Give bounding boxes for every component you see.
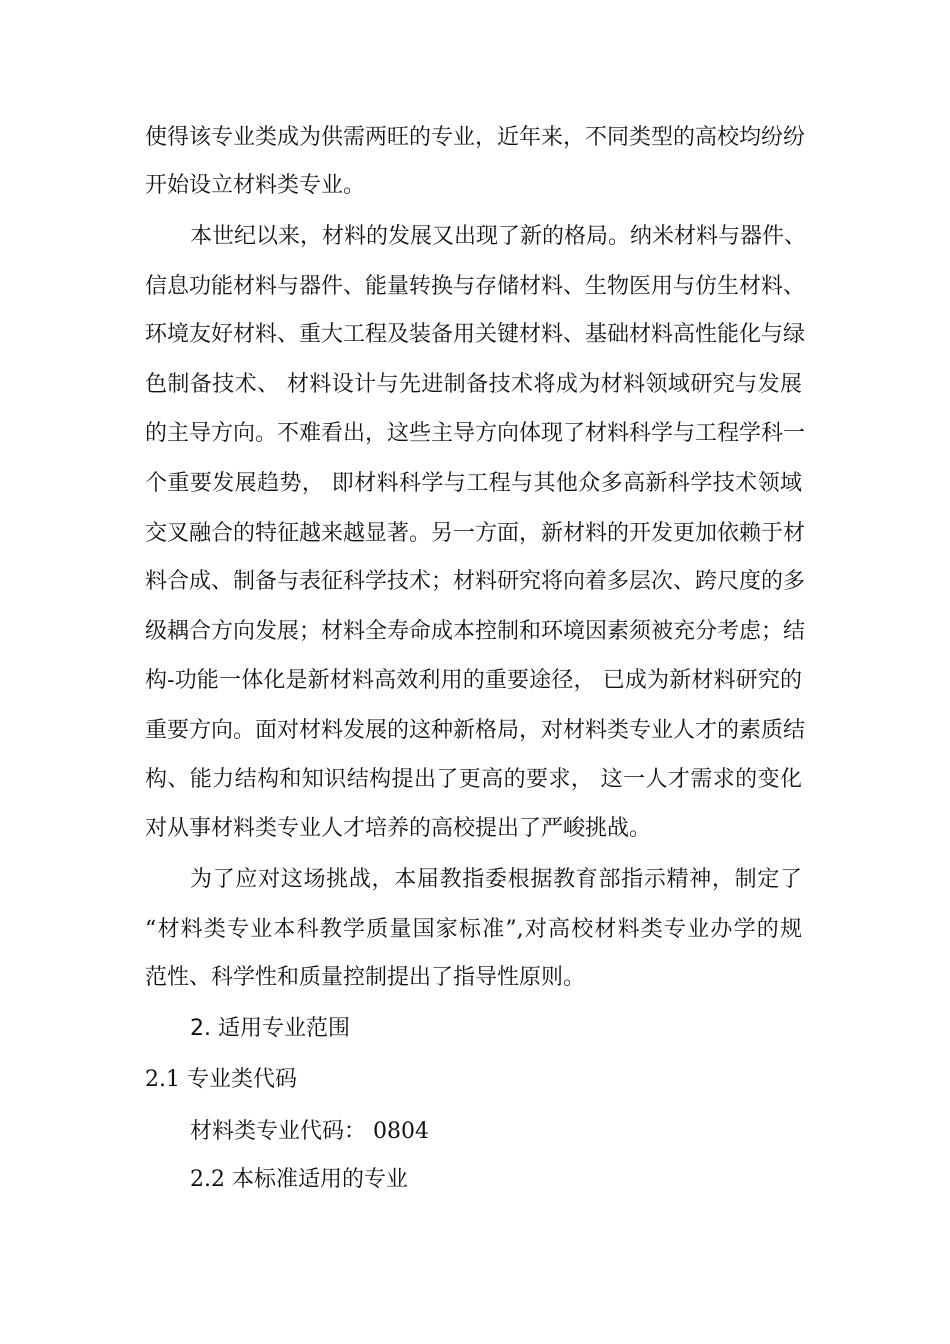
paragraph-line: 使得该专业类成为供需两旺的专业，近年来，不同类型的高校均纷纷 bbox=[145, 125, 806, 150]
paragraph-line: 环境友好材料、重大工程及装备用关键材料、基础材料高性能化与绿 bbox=[145, 322, 806, 347]
section-heading: 2. 适用专业范围 bbox=[190, 1016, 350, 1041]
paragraph-line: 级耦合方向发展；材料全寿命成本控制和环境因素须被充分考虑；结 bbox=[145, 619, 806, 644]
paragraph-line: 构、能力结构和知识结构提出了更高的要求， 这一人才需求的变化 bbox=[145, 767, 802, 792]
subsection-title: 2.2 本标准适用的专业 bbox=[190, 1167, 408, 1192]
paragraph-line: 范性、科学性和质量控制提出了指导性原则。 bbox=[145, 965, 586, 990]
major-code-line: 材料类专业代码： 0804 bbox=[190, 1119, 429, 1144]
paragraph-line: 个重要发展趋势， 即材料科学与工程与其他众多高新科学技术领域 bbox=[145, 471, 802, 496]
paragraph-line: “材料类专业本科教学质量国家标准”,对高校材料类专业办学的规 bbox=[145, 917, 802, 942]
paragraph-line: 料合成、制备与表征科学技术；材料研究将向着多层次、跨尺度的多 bbox=[145, 569, 806, 594]
paragraph-line: 交叉融合的特征越来越显著。另一方面，新材料的开发更加依赖于材 bbox=[145, 521, 806, 546]
paragraph-line: 为了应对这场挑战，本届教指委根据教育部指示精神，制定了 bbox=[190, 867, 802, 892]
paragraph-line: 本世纪以来，材料的发展又出现了新的格局。纳米材料与器件、 bbox=[190, 224, 807, 249]
paragraph-line: 构-功能一体化是新材料高效利用的重要途径， 已成为新材料研究的 bbox=[145, 668, 802, 693]
paragraph-line: 对从事材料类专业人才培养的高校提出了严峻挑战。 bbox=[145, 816, 652, 841]
subsection-title: 2.1 专业类代码 bbox=[145, 1067, 297, 1092]
paragraph-line: 重要方向。面对材料发展的这种新格局，对材料类专业人才的素质结 bbox=[145, 718, 806, 743]
paragraph-line: 色制备技术、 材料设计与先进制备技术将成为材料领域研究与发展 bbox=[145, 372, 802, 397]
paragraph-line: 开始设立材料类专业。 bbox=[145, 173, 366, 198]
paragraph-line: 信息功能材料与器件、能量转换与存储材料、生物医用与仿生材料、 bbox=[145, 274, 806, 299]
paragraph-line: 的主导方向。不难看出，这些主导方向体现了材料科学与工程学科一 bbox=[145, 421, 806, 446]
